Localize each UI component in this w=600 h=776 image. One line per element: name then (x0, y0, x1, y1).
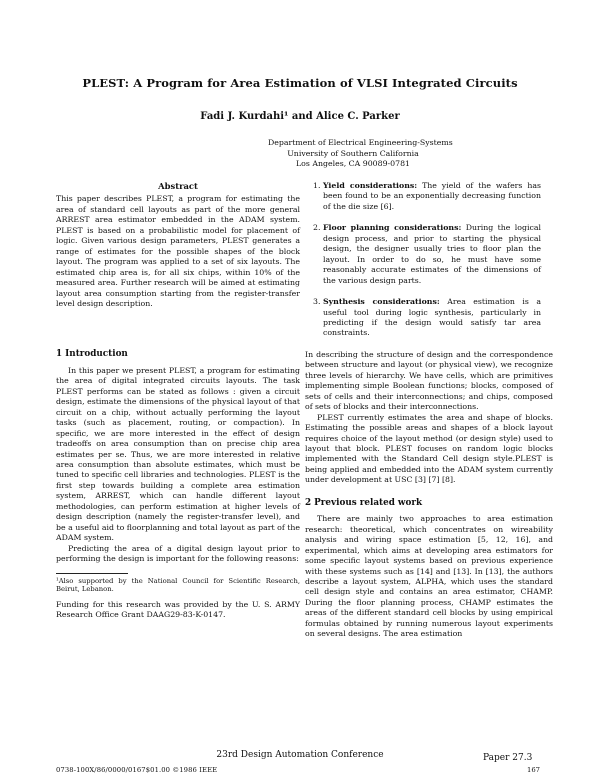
right-column (305, 181, 553, 640)
list-item: 2. Floor planning considerations: During the logical design process, and prior to starting the physical design, the designer usually tries to floor plan the layout. In order to do so, he must have some reasonably accurate estimates of the dimensions of the various design parts. (313, 223, 541, 285)
reason-text: The yield of the wafers has been found to be an exponentially decreasing function of the die size [6]. (323, 181, 541, 211)
author-names: Fadi J. Kurdahi¹ and Alice C. Parker (200, 111, 400, 122)
reason-title: Synthesis considerations: (323, 297, 440, 307)
reason-text: Area estimation is a useful tool during logic synthesis, particularly in predicting if the design would satisfy tar area constraints. (323, 297, 541, 338)
footnote-divider (56, 573, 128, 574)
footnote: ¹Also supported by the National Council for Scientific Research, Beirut, Lebanon. (56, 576, 300, 593)
list-item: 3. Synthesis considerations: Area estimation is a useful tool during logic synthesis, particularly in predicting if the design would satisfy tar area constraints. (313, 297, 541, 338)
affiliation-city: Los Angeles, CA 90089-0781 (295, 159, 411, 168)
list-item: 1. Yield considerations: The yield of the wafers has been found to be an exponentially decreasing function of the die size [6]. (313, 181, 541, 211)
affiliation-department: Department of Electrical Engineering-Systems (268, 138, 453, 147)
affiliation-block (268, 138, 453, 170)
related-work-heading: 2 Previous related work (305, 497, 423, 508)
introduction-heading: 1 Introduction (56, 349, 128, 360)
abstract-text: This paper describes PLEST, a program for estimating the area of standard cell layouts as part of the more general ARREST area estimator embedded in the ADAM system. PLEST is based on a probabilistic model for placement of logic. Given various design parameters, PLEST generates a range of estimates for the possible shapes of the block layout. The program was applied to a set of six layouts. The estimated chip area is, for all six chips, within 10% of the measured area. Further research will be aimed at estimating layout area consumption starting from the register-transfer level design description. (56, 194, 300, 308)
conference-name: 23rd Design Automation Conference (216, 750, 384, 760)
related-work-paragraph: There are mainly two approaches to area estimation research: theoretical, which concentrates on wireability analysis and wiring space estimation [5, 12, 16], and experimental, which aims at developing area estimators for some specific layout systems based on previous experience with these systems such as [14] and [13]. In [13], the authors describe a layout system, ALPHA, which uses the standard cell design style and contains an area estimator, CHAMP. During the floor planning process, CHAMP estimates the areas of the different standard cell blocks by using empirical formulas obtained by running numerous layout experiments on several designs. The area estimation (305, 514, 553, 639)
hierarchy-paragraph: In describing the structure of design and the correspondence between structure and layout (or physical view), we recognize three levels of hierarchy. We have cells, which are primitives implementing simple Boolean functions; blocks, composed of sets of cells and their interconnections; and chips, composed of sets of blocks and their interconnections. (305, 349, 553, 412)
reason-title: Yield considerations: (323, 181, 418, 190)
left-column (56, 181, 300, 620)
introduction-paragraph-2: Predicting the area of a digital design layout prior to performing the design is important for the following reasons: (56, 543, 300, 564)
reason-text: During the logical design process, and prior to starting the physical design, the designer usually tries to floor plan the layout. In order to do so, he must have some reasonably accurate estimates of the dimensions of the various design parts. (323, 223, 541, 285)
abstract-heading: Abstract (158, 181, 198, 191)
introduction-paragraph-1: In this paper we present PLEST, a program for estimating the area of digital integrated circuits layouts. The task PLEST performs can be stated as follows : given a circuit design, estimate the dimensions of the physical layout of that circuit on a chip, without actually performing the layout tasks (such as placement, routing, or compaction). In specific, we are more interested in the effect of design tradeoffs on area consumption than on precise chip area estimates per se. Thus, we are more interested in relative area consumption than absolute estimates, which must be tuned to specific cell libraries and technologies. PLEST is the first step towards building a complete area estimation system, ARREST, which can handle different layout methodologies, can perform estimation at higher levels of design description (namely the register-transfer level), and be a useful aid to floorplanning and total layout as part of the ADAM system. (56, 365, 300, 543)
reasons-list (305, 181, 553, 339)
funding-note: Funding for this research was provided by the U. S. ARMY Research Office Grant DAAG29-83-K-0147. (56, 599, 300, 619)
plest-paragraph: PLEST currently estimates the area and shape of blocks. Estimating the possible areas and shapes of a block layout requires choice of the layout method (or design style) used to layout that block. PLEST focuses on random logic blocks implemented with the Standard Cell design style.PLEST is being applied and embedded into the ADAM system currently under development at USC [3] [7] [8]. (305, 412, 553, 485)
paper-title: PLEST: A Program for Area Estimation of VLSI Integrated Circuits (82, 76, 518, 90)
paper-number: Paper 27.3 (483, 753, 533, 763)
page-number: 167 (527, 766, 540, 774)
reason-title: Floor planning considerations: (323, 223, 462, 233)
affiliation-university: University of Southern California (287, 148, 419, 158)
issn-line: 0738-100X/86/0000/0167$01.00 ©1986 IEEE (56, 766, 218, 774)
